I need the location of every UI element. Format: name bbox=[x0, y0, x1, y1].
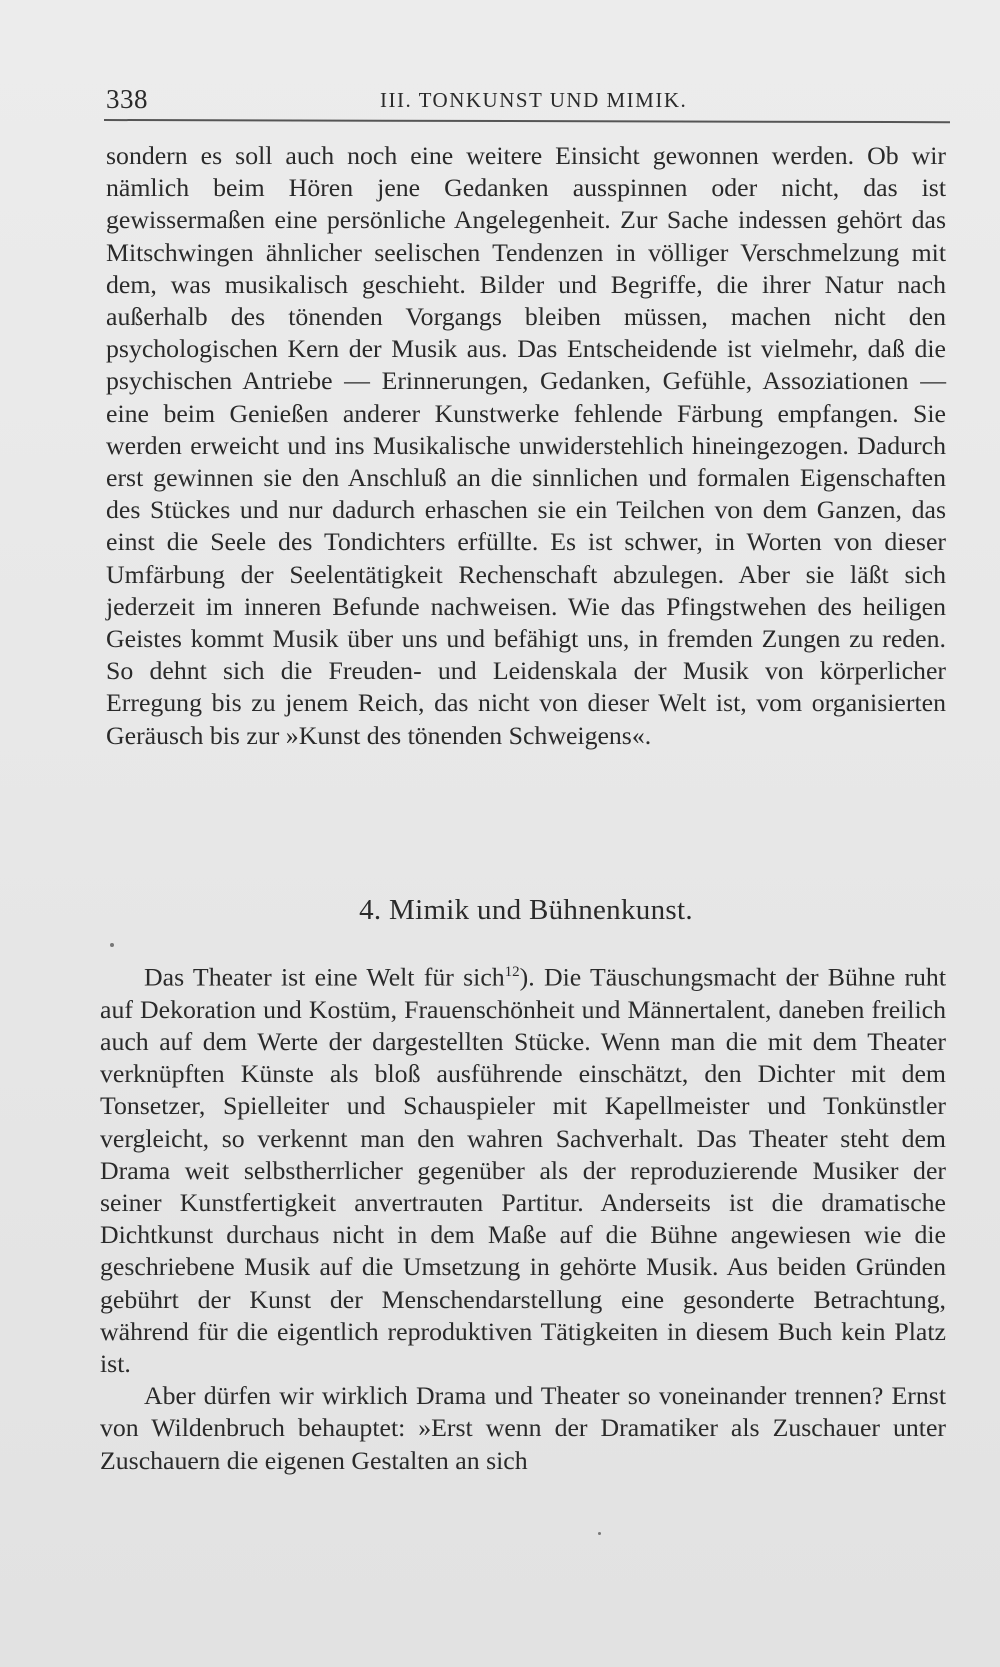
page-header bbox=[106, 84, 952, 124]
print-speck bbox=[598, 1532, 601, 1535]
body-text bbox=[106, 140, 946, 752]
section-paragraph-1 bbox=[100, 956, 946, 1380]
paragraph-text: ). Die Täuschungsmacht der Bühne ruht auf Dekoration und Kostüm, Frauenschönheit und Männertalent, daneben freilich auch auf dem Werte der dargestellten Stücke. Wenn man die mit dem Theater verknüpften Künste als bloß ausführende einschätzt, den Dichter mit dem Tonsetzer, Spielleiter und Schauspieler mit Kapellmeister und Tonkünstler vergleicht, so verkennt man den wahren Sachverhalt. Das Theater steht dem Drama weit selbstherrlicher gegenüber als der reproduzierende Musiker der seiner Kunstfertigkeit anvertrauten Partitur. Anderseits ist die dramatische Dichtkunst durchaus nicht in dem Maße auf die Bühne angewiesen wie die geschriebene Musik auf die Umsetzung in gehörte Musik. Aus beiden Gründen gebührt der Kunst der Menschendarstellung eine gesonderte Betrachtung, während für die eigentlich reproduktiven Tätigkeiten in diesem Buch kein Platz ist. bbox=[100, 962, 946, 1379]
print-speck bbox=[110, 943, 114, 947]
running-head: III. TONKUNST UND MIMIK. bbox=[380, 88, 688, 112]
paragraph: sondern es soll auch noch eine weitere Einsicht gewonnen werden. Ob wir nämlich beim Hören jene Gedanken ausspinnen oder nicht, das ist gewissermaßen eine persönliche Angelegenheit. Zur Sache indessen gehört das Mitschwingen ähnlicher seelischen Tendenzen in völliger Verschmelzung mit dem, was musikalisch geschieht. Bilder und Begriffe, die ihrer Natur nach außerhalb des tönenden Vorgangs bleiben müssen, machen nicht den psychologischen Kern der Musik aus. Das Entscheidende ist vielmehr, daß die psychischen Antriebe — Erinnerungen, Gedanken, Gefühle, Assoziationen — eine beim Genießen anderer Kunstwerke fehlende Färbung empfangen. Sie werden erweicht und ins Musikalische unwiderstehlich hineingezogen. Dadurch erst gewinnen sie den Anschluß an die sinnlichen und formalen Eigenschaften des Stückes und nur dadurch erhaschen sie ein Teilchen von dem Ganzen, das einst die Seele des Tondichters erfüllte. Es ist schwer, in Worten von dieser Umfärbung der Seelentätigkeit Rechenschaft abzulegen. Aber sie läßt sich jederzeit im inneren Befunde nachweisen. Wie das Pfingstwehen des heiligen Geistes kommt Musik über uns und befähigt uns, in fremden Zungen zu reden. So dehnt sich die Freuden- und Leidenskala der Musik von körperlicher Erregung bis zu jenem Reich, das nicht von dieser Welt ist, vom organisierten Geräusch bis zur »Kunst des tönenden Schweigens«. bbox=[106, 141, 946, 750]
paragraph-text: Das Theater ist eine Welt für sich bbox=[144, 962, 505, 992]
footnote-reference: 12 bbox=[504, 964, 520, 980]
section-text bbox=[100, 956, 946, 1477]
section-heading: 4. Mimik und Bühnenkunst. bbox=[359, 894, 693, 926]
page-number: 338 bbox=[106, 84, 148, 114]
section-paragraph-2: Aber dürfen wir wirklich Drama und Theater so voneinander trennen? Ernst von Wildenbruch behauptet: »Erst wenn der Dramatiker als Zuschauer unter Zuschauern die eigenen Gestalten an sich bbox=[100, 1381, 946, 1475]
